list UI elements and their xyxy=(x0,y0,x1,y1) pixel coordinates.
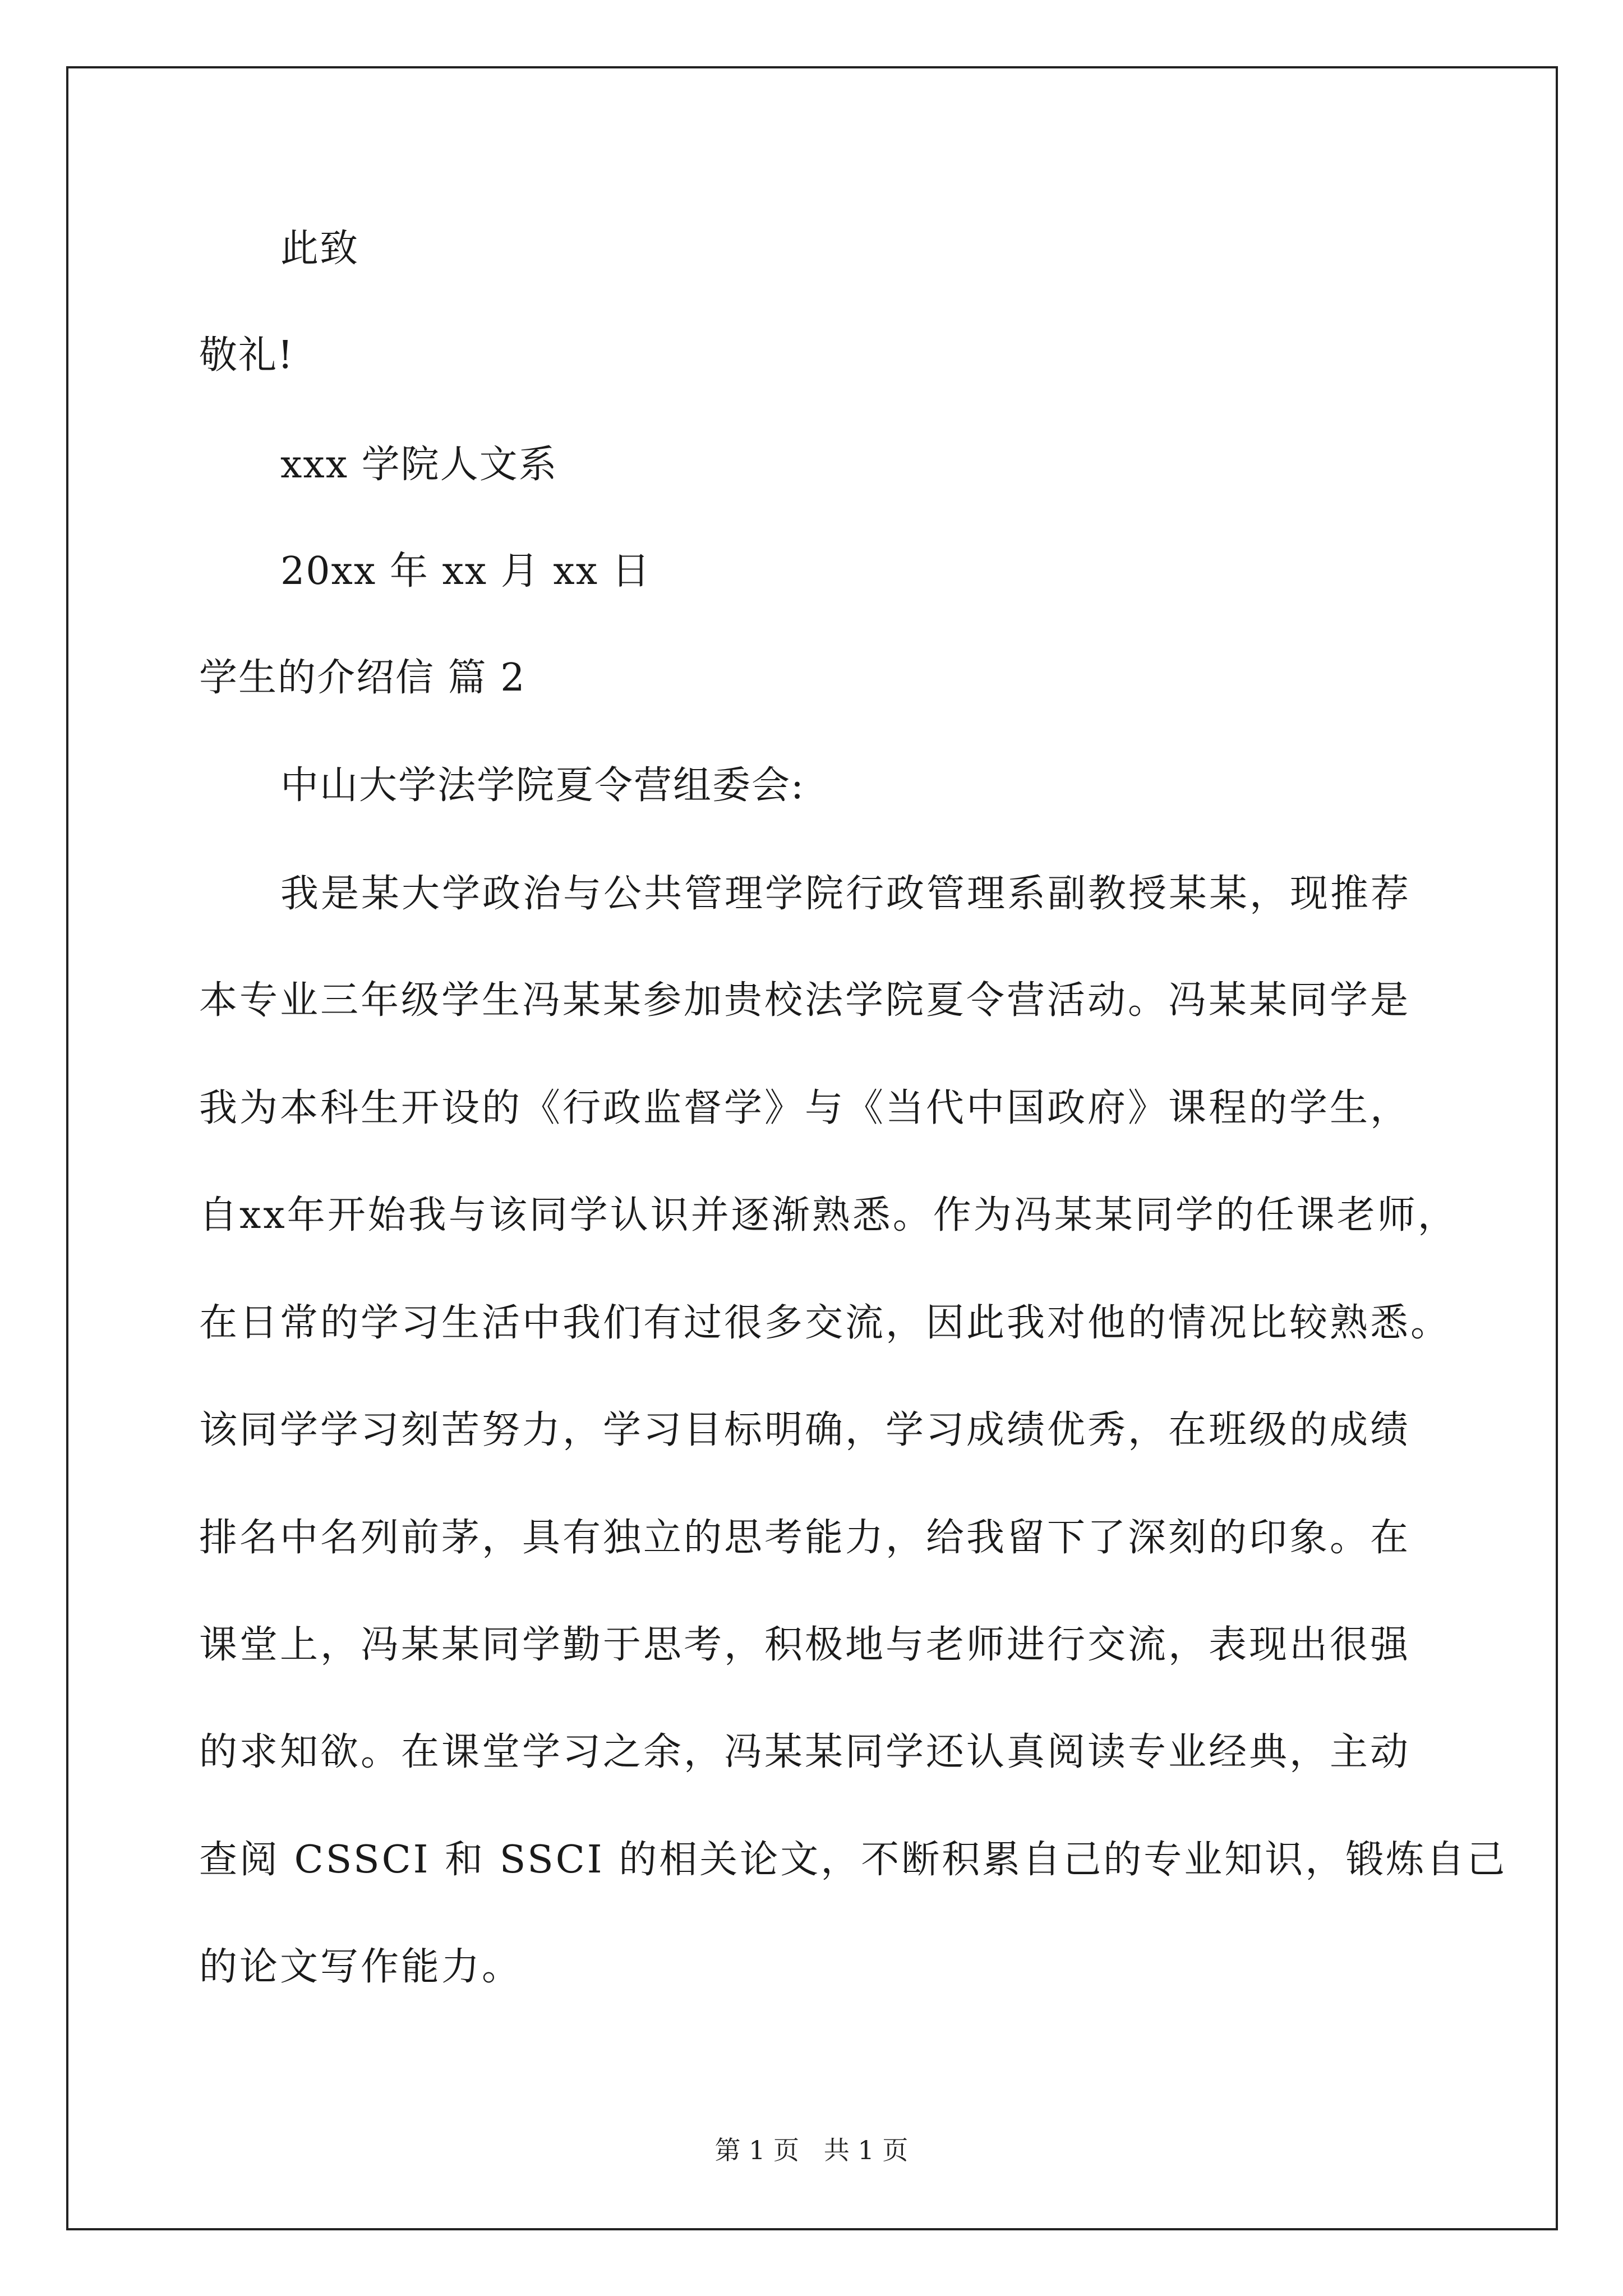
body-line: 我为本科生开设的《行政监督学》与《当代中国政府》课程的学生， xyxy=(199,1086,1411,1130)
body-line: 在日常的学习生活中我们有过很多交流，因此我对他的情况比较熟悉。 xyxy=(199,1301,1451,1345)
body-line: 的求知欲。在课堂学习之余，冯某某同学还认真阅读专业经典，主动 xyxy=(199,1730,1411,1774)
body-line: 我是某大学政治与公共管理学院行政管理系副教授某某，现推荐 xyxy=(280,872,1412,916)
closing-salutation: 此致 xyxy=(280,227,359,271)
letter-recipient: 中山大学法学院夏令营组委会: xyxy=(280,763,805,808)
section-heading: 学生的介绍信 篇 2 xyxy=(199,656,526,700)
closing-regards: 敬礼! xyxy=(199,333,294,378)
page-border xyxy=(66,66,1558,2230)
sender-organization: xxx 学院人文系 xyxy=(280,443,558,487)
page-footer: 第 1 页 共 1 页 xyxy=(714,2135,909,2165)
body-line: 课堂上，冯某某同学勤于思考，积极地与老师进行交流，表现出很强 xyxy=(199,1623,1411,1667)
letter-date: 20xx 年 xx 月 xx 日 xyxy=(280,549,651,593)
body-line: 该同学学习刻苦努力，学习目标明确，学习成绩优秀，在班级的成绩 xyxy=(199,1408,1411,1452)
body-line: 本专业三年级学生冯某某参加贵校法学院夏令营活动。冯某某同学是 xyxy=(199,978,1411,1023)
body-line: 的论文写作能力。 xyxy=(199,1945,523,1989)
body-line: 自xx年开始我与该同学认识并逐渐熟悉。作为冯某某同学的任课老师， xyxy=(199,1193,1458,1237)
body-line: 查阅 CSSCI 和 SSCI 的相关论文，不断积累自己的专业知识，锻炼自己 xyxy=(199,1838,1507,1882)
body-line: 排名中名列前茅，具有独立的思考能力，给我留下了深刻的印象。在 xyxy=(199,1516,1411,1560)
